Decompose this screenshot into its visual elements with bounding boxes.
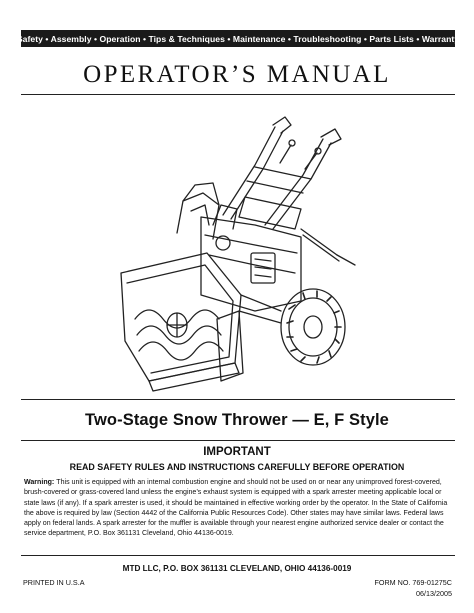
product-subtitle: Two-Stage Snow Thrower — E, F Style (85, 411, 389, 429)
form-number: FORM NO. 769-01275C (374, 578, 452, 587)
topics-text: Safety • Assembly • Operation • Tips & Techniques • Maintenance • Troubleshooting • Parts Lists • Warranty (16, 33, 460, 44)
printed-in: PRINTED IN U.S.A (23, 578, 85, 587)
warning-text: This unit is equipped with an internal combustion engine and should not be used on or near any unimproved forest-covered, brush-covered or grass-covered land unless the engine’s exhaust system is equipped with a spark arrester meeting applicable local or state laws (if any). If a spark arrester is used, it should be maintained in effective working order by the operator. In the State of California the above is required by law (Section 4442 of the California Public Resources Code). Other states may have similar laws. Federal laws apply on federal lands. A spark arrester for the muffler is available through your nearest engine authorized service dealer or contact the service department, P.O. Box 361131 Cleveland, Ohio 44136-0019. (24, 479, 448, 538)
company-address: MTD LLC, P.O. BOX 361131 CLEVELAND, OHIO 44136-0019 (122, 564, 352, 573)
form-date: 06/13/2005 (416, 589, 452, 598)
divider-notice (21, 440, 455, 441)
snow-thrower-illustration (105, 105, 375, 395)
warning-label: Warning: (24, 479, 55, 486)
warning-paragraph (24, 478, 452, 540)
divider-bottom (21, 555, 455, 556)
important-heading: IMPORTANT (203, 446, 271, 458)
topics-banner (16, 30, 460, 47)
page-title: OPERATOR’S MANUAL (83, 61, 391, 88)
divider-middle (21, 399, 455, 400)
divider-top (21, 94, 455, 95)
safety-instruction: READ SAFETY RULES AND INSTRUCTIONS CAREFULLY BEFORE OPERATION (69, 462, 405, 472)
